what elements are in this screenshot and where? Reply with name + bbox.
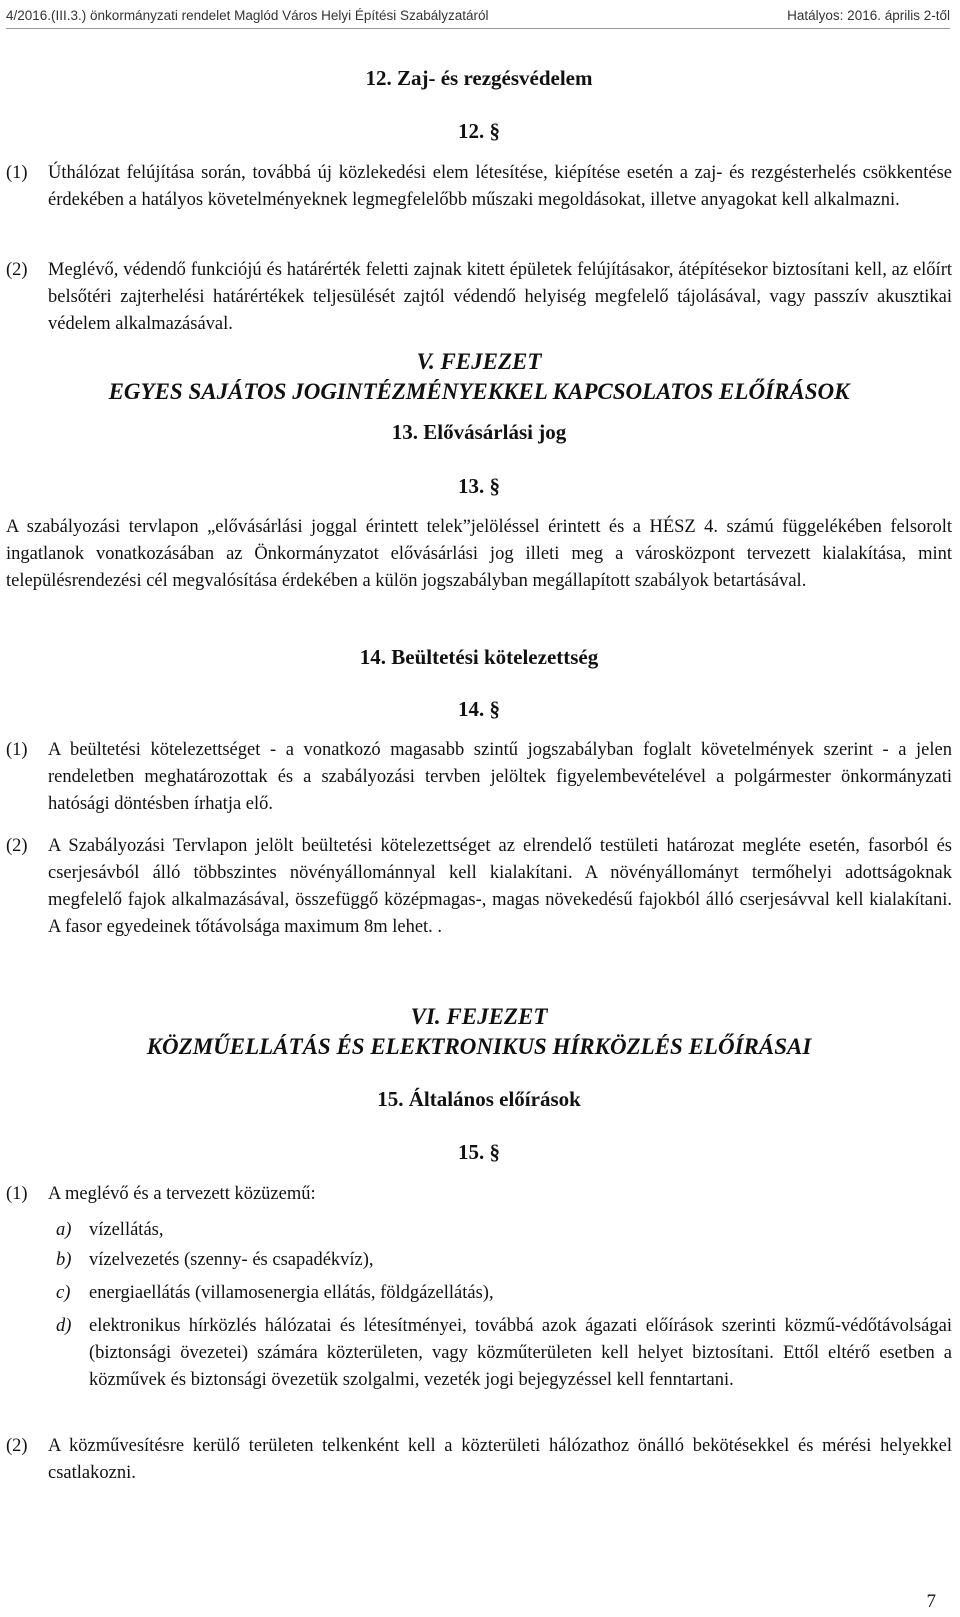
- section-14-paragraph-1: [6, 737, 952, 818]
- section-14-paragraph-mark: 14. §: [458, 697, 500, 721]
- paragraph-number: (2): [6, 1436, 28, 1456]
- chapter-5-title: EGYES SAJÁTOS JOGINTÉZMÉNYEKKEL KAPCSOLATOS ELŐÍRÁSOK: [108, 379, 850, 404]
- section-12-paragraph-1: [6, 160, 952, 214]
- section-14-paragraph-2: [6, 833, 952, 941]
- list-item-text: elektronikus hírközlés hálózatai és létesítményei, továbbá azok ágazati előírások szerinti közmű-védőtávolságai (biztonsági övezetei) számára közterületen, vagy közműterületen kell helyet biztosítani. Ettől eltérő esetben a közművek és biztonsági övezetük szolgalmi, vezeték jogi bejegyzéssel kell fenntartani.: [89, 1316, 952, 1390]
- section-12-title: 12. Zaj- és rezgésvédelem: [365, 66, 593, 90]
- paragraph-text: Úthálózat felújítása során, továbbá új közlekedési elem létesítése, kiépítése esetén a zaj- és rezgésterhelés csökkentése érdekében a hatályos követelményeknek legmegfelelőbb műszaki megoldásokat, illetve anyagokat kell alkalmazni.: [48, 163, 952, 210]
- section-13-paragraph: A szabályozási tervlapon „elővásárlási joggal érintett telek”jelöléssel érintett és a HÉSZ 4. számú függelékében felsorolt ingatlanok vonatkozásában az Önkormányzatot elővásárlási jog illeti meg a városközpont tervezett kialakítása, mint településrendezési cél megvalósítása érdekében a külön jogszabályban megállapított szabályok betartásával.: [6, 517, 952, 591]
- section-15-paragraph-1: [6, 1181, 952, 1208]
- section-12-paragraph-2: [6, 257, 952, 338]
- section-15-paragraph-mark: 15. §: [458, 1140, 500, 1164]
- paragraph-number: (1): [6, 740, 28, 760]
- list-item-letter: c): [56, 1283, 71, 1303]
- chapter-6-title: KÖZMŰELLÁTÁS ÉS ELEKTRONIKUS HÍRKÖZLÉS ELŐÍRÁSAI: [146, 1034, 812, 1059]
- list-item-text: vízellátás,: [89, 1220, 164, 1240]
- paragraph-text: A közművesítésre kerülő területen telkenként kell a közterületi hálózathoz önálló bekötésekkel és mérési helyekkel csatlakozni.: [48, 1436, 952, 1483]
- section-15-title: 15. Általános előírások: [377, 1087, 581, 1111]
- chapter-5-number: V. FEJEZET: [416, 349, 542, 374]
- paragraph-number: (2): [6, 836, 28, 856]
- list-item-text: energiaellátás (villamosenergia ellátás, földgázellátás),: [89, 1283, 494, 1303]
- chapter-6-number: VI. FEJEZET: [410, 1004, 548, 1029]
- paragraph-text: A beültetési kötelezettséget - a vonatkozó magasabb szintű jogszabályban foglalt követelmények szerint - a jelen rendeletben meghatározottak és a szabályozási tervben jelöltek figyelembevételével a polgármester önkormányzati hatósági döntésben írhatja elő.: [48, 740, 952, 814]
- section-12-paragraph-mark: 12. §: [458, 119, 500, 143]
- paragraph-text: A meglévő és a tervezett közüzemű:: [48, 1184, 316, 1204]
- list-item-a: [56, 1217, 952, 1244]
- header-regulation-title: 4/2016.(III.3.) önkormányzati rendelet Maglód Város Helyi Építési Szabályzatáról: [6, 8, 489, 23]
- list-item-letter: b): [56, 1250, 72, 1270]
- list-item-c: [56, 1280, 952, 1307]
- paragraph-number: (1): [6, 1184, 28, 1204]
- section-15-paragraph-2: [6, 1433, 952, 1487]
- list-item-b: [56, 1247, 952, 1274]
- paragraph-text: Meglévő, védendő funkciójú és határérték feletti zajnak kitett épületek felújításakor, átépítésekor biztosítani kell, az előírt belsőtéri zajterhelési határértékek teljesülését zajtól védendő helyiség megfelelő tájolásával, vagy passzív akusztikai védelem alkalmazásával.: [48, 260, 952, 334]
- paragraph-text: A Szabályozási Tervlapon jelölt beültetési kötelezettséget az elrendelő testületi határozat megléte esetén, fasorból és cserjesávból álló többszintes növényállománnyal kell kialakítani. A növényállományt termőhelyi adottságoknak megfelelő fajok alkalmazásával, összefüggő középmagas-, magas növekedésű fajokból álló cserjesávval kell kialakítani. A fasor egyedeinek tőtávolsága maximum 8m lehet. .: [48, 836, 952, 937]
- list-item-d: [56, 1313, 952, 1394]
- running-header: [6, 6, 950, 29]
- list-item-letter: a): [56, 1220, 72, 1240]
- section-13-title: 13. Elővásárlási jog: [391, 420, 567, 444]
- list-item-letter: d): [56, 1316, 72, 1336]
- paragraph-number: (2): [6, 260, 28, 280]
- list-item-text: vízelvezetés (szenny- és csapadékvíz),: [89, 1250, 374, 1270]
- page-number: 7: [926, 1591, 936, 1612]
- paragraph-number: (1): [6, 163, 28, 183]
- header-effective-date: Hatályos: 2016. április 2-től: [787, 8, 950, 23]
- section-14-title: 14. Beültetési kötelezettség: [359, 645, 599, 669]
- section-13-paragraph-mark: 13. §: [458, 474, 500, 498]
